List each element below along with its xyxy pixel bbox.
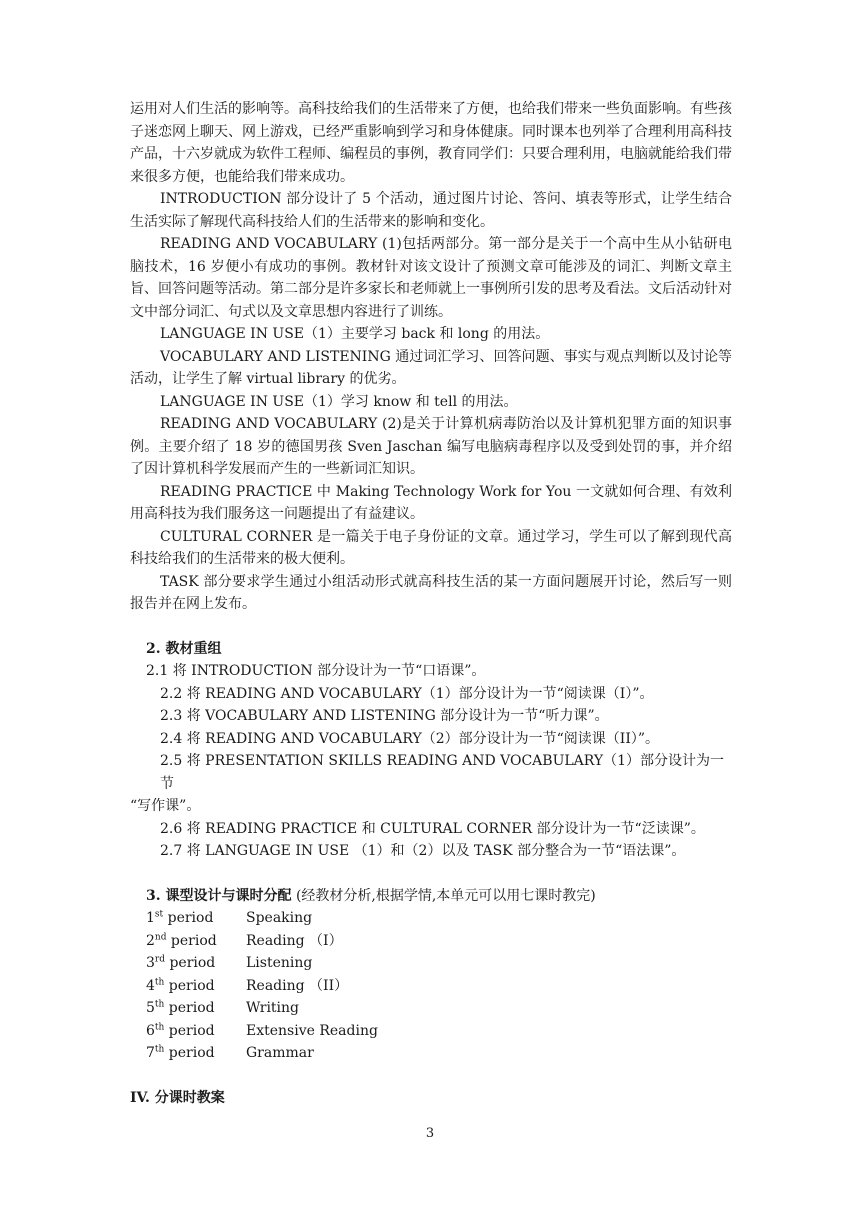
period-type: Listening: [246, 955, 313, 971]
period-row: [130, 952, 732, 975]
period-row: [130, 907, 732, 930]
period-list: [130, 907, 732, 1065]
period-number: 4: [146, 977, 155, 994]
section-note: (经教材分析,根据学情,本单元可以用七课时教完): [291, 887, 596, 904]
period-ordinal: [146, 907, 246, 930]
period-type: Reading （II）: [246, 977, 349, 994]
period-number: 3: [146, 955, 155, 971]
period-suffix: rd: [154, 954, 165, 965]
period-suffix: th: [154, 999, 165, 1010]
section-heading: IV. 分课时教案: [130, 1089, 225, 1106]
period-ordinal: [146, 975, 246, 998]
paragraph: READING AND VOCABULARY (1)包括两部分。第一部分是关于一个高中生从小钻研电脑技术，16 岁便小有成功的事例。教材针对该文设计了预测文章可能涉及的词汇、判断文章主旨、回答问题等活动。第二部分是许多家长和老师就上一事例所引发的思考及看法。文后活动针对文中部分词汇、句式以及文章思想内容进行了训练。: [130, 236, 732, 320]
period-suffix: st: [154, 909, 164, 920]
period-row: [130, 997, 732, 1020]
section-heading: [130, 885, 732, 908]
period-suffix: th: [154, 1021, 165, 1032]
period-word: period: [164, 1000, 215, 1016]
period-type: Speaking: [246, 910, 313, 926]
period-ordinal: [146, 930, 246, 953]
list-item: 2.6 将 READING PRACTICE 和 CULTURAL CORNER 部分设计为一节“泛读课”。: [160, 820, 705, 837]
paragraph: READING PRACTICE 中 Making Technology Work for You 一文就如何合理、有效利用高科技为我们服务这一问题提出了有益建议。: [130, 483, 732, 522]
period-type: Writing: [246, 1000, 300, 1016]
period-number: 1: [146, 910, 155, 926]
period-row: [130, 930, 732, 953]
paragraph: READING AND VOCABULARY (2)是关于计算机病毒防治以及计算机犯罪方面的知识事例。主要介绍了 18 岁的德国男孩 Sven Jaschan 编写电脑病毒程序以及受到处罚的事，并介绍了因计算机科学发展而产生的一些新词汇知识。: [130, 416, 732, 477]
period-word: period: [164, 1022, 215, 1039]
period-number: 2: [146, 932, 155, 949]
list-item: 2.1 将 INTRODUCTION 部分设计为一节“口语课”。: [146, 663, 486, 679]
period-word: period: [166, 932, 217, 949]
period-row: [130, 1020, 732, 1043]
list-item: 2.5 将 PRESENTATION SKILLS READING AND VOCABULARY（1）部分设计为一节: [160, 753, 725, 792]
list-item: 2.7 将 LANGUAGE IN USE （1）和（2）以及 TASK 部分整合为一节“语法课”。: [160, 843, 686, 859]
period-row: [130, 1042, 732, 1065]
period-ordinal: [146, 997, 246, 1020]
paragraph: CULTURAL CORNER 是一篇关于电子身份证的文章。通过学习，学生可以了解到现代高科技给我们的生活带来的极大便利。: [130, 528, 732, 567]
period-type: Grammar: [246, 1045, 314, 1061]
period-number: 6: [146, 1022, 155, 1039]
document-body: [130, 98, 732, 1109]
section-title: 3. 课型设计与课时分配: [146, 887, 292, 904]
paragraph: LANGUAGE IN USE（1）主要学习 back 和 long 的用法。: [160, 326, 550, 342]
spacer: [130, 1065, 732, 1087]
period-suffix: nd: [154, 931, 167, 942]
period-word: period: [165, 955, 216, 971]
period-suffix: th: [154, 976, 165, 987]
list-item: 2.4 将 READING AND VOCABULARY（2）部分设计为一节“阅读课（II）”。: [160, 730, 660, 747]
period-word: period: [164, 977, 215, 994]
period-word: period: [163, 910, 214, 926]
paragraph: VOCABULARY AND LISTENING 通过词汇学习、回答问题、事实与观点判断以及讨论等活动，让学生了解 virtual library 的优劣。: [130, 348, 732, 387]
list-item: 2.2 将 READING AND VOCABULARY（1）部分设计为一节“阅读课（I）”。: [160, 685, 654, 702]
period-ordinal: [146, 1020, 246, 1043]
paragraph: TASK 部分要求学生通过小组活动形式就高科技生活的某一方面问题展开讨论，然后写一则报告并在网上发布。: [130, 573, 732, 612]
period-suffix: th: [154, 1044, 165, 1055]
period-ordinal: [146, 1042, 246, 1065]
spacer: [130, 863, 732, 885]
page-number: 3: [425, 1126, 435, 1141]
period-row: [130, 975, 732, 998]
paragraph: LANGUAGE IN USE（1）学习 know 和 tell 的用法。: [160, 393, 518, 410]
period-ordinal: [146, 952, 246, 975]
period-number: 5: [146, 1000, 155, 1016]
period-type: Reading （I）: [246, 932, 343, 949]
period-number: 7: [146, 1045, 155, 1061]
list-item: 2.3 将 VOCABULARY AND LISTENING 部分设计为一节“听力课”。: [160, 708, 609, 724]
period-type: Extensive Reading: [246, 1022, 378, 1039]
list-item-continuation: “写作课”。: [130, 798, 201, 814]
paragraph: INTRODUCTION 部分设计了 5 个活动，通过图片讨论、答问、填表等形式，让学生结合生活实际了解现代高科技给人们的生活带来的影响和变化。: [130, 191, 732, 230]
paragraph: 运用对人们生活的影响等。高科技给我们的生活带来了方便，也给我们带来一些负面影响。有些孩子迷恋网上聊天、网上游戏，已经严重影响到学习和身体健康。同时课本也列举了合理利用高科技产品，十六岁就成为软件工程师、编程员的事例，教育同学们：只要合理利用，电脑就能给我们带来很多方便，也能给我们带来成功。: [130, 101, 732, 185]
spacer: [130, 616, 732, 638]
section-heading: 2. 教材重组: [146, 640, 222, 657]
period-word: period: [164, 1045, 215, 1061]
